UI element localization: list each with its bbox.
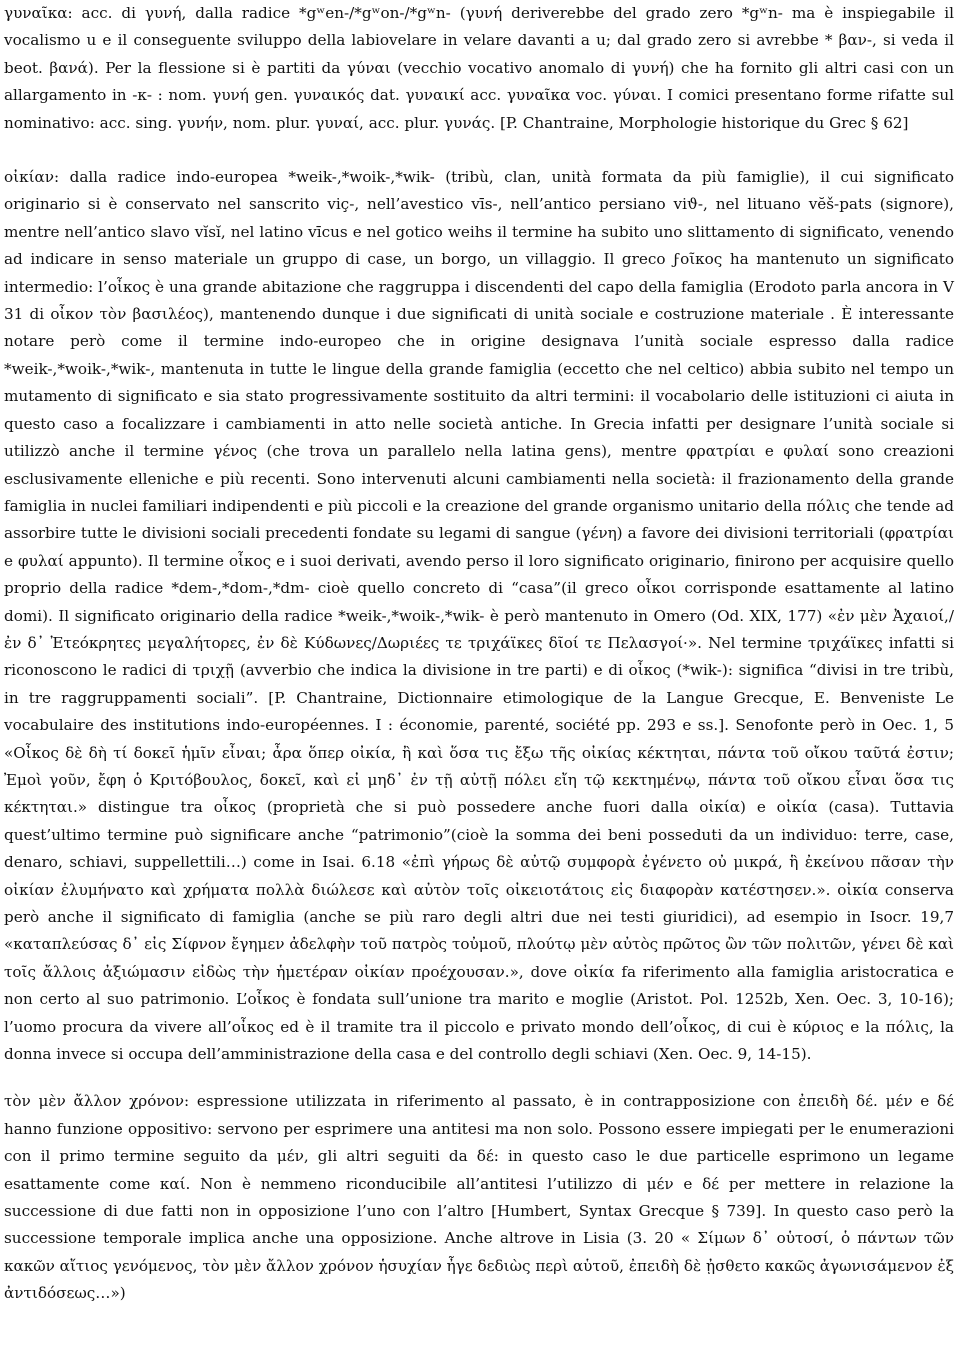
paragraph-spacer (4, 1068, 954, 1088)
paragraph-ton-men-allon: τὸν μὲν ἄλλον χρόνον: espressione utilizzata in riferimento al passato, è in contrapposizione con ἐπειδὴ δέ. μέν e δέ hanno funzione oppositivo: servono per esprimere una antitesi ma non solo. Possono essere impiegati per le enumerazioni con il primo termine seguito da μέν, gli altri seguiti da δέ: in questo caso le due particelle esprimono un legame esattamente come καί. Non è nemmeno riconducibile all’antitesi l’utilizzo di μέν e δέ per mettere in relazione la successione di due fatti non in opposizione l’uno con l’altro [Humbert, Syntax Grecque § 739]. In questo caso però la successione temporale implica anche una opposizione. Anche altrove in Lisia (3. 20 « Σίμων δ᾽ οὑτοσί, ὁ πάντων τῶν κακῶν αἴτιος γενόμενος, τὸν μὲν ἄλλον χρόνον ἡσυχίαν ἦγε δεδιὼς περὶ αὑτοῦ, ἐπειδὴ δὲ ᾐσθετο κακῶς ἀγωνισάμενον ἐξ ἀντιδόσεως…») (4, 1092, 954, 1303)
paragraph-spacer (4, 137, 954, 164)
paragraph-gynaika: γυναῖκα: acc. di γυνή, dalla radice *gʷen-/*gʷon-/*gʷn- (γυνή deriverebbe del grado zero *gʷn- ma è inspiegabile il vocalismo u e il conseguente sviluppo della labiovelare in velare davanti a u; dal grado zero si avrebbe * βαν-, si veda il beot. βανά). Per la flessione si è partiti da γύναι (vecchio vocativo anomalo di γυνή) che ha fornito gli altri casi con un allargamento in -κ- : nom. γυνή gen. γυναικός dat. γυναικί acc. γυναῖκα voc. γύναι. I comici presentano forme rifatte sul nominativo: acc. sing. γυνήν, nom. plur. γυναί, acc. plur. γυνάς. [P. Chantraine, Morphologie historique du Grec § 62] (4, 4, 954, 132)
paragraph-oikian: οἰκίαν: dalla radice indo-europea *weik-,*woik-,*wik- (tribù, clan, unità formata da più famiglie), il cui significato originario si è conservato nel sanscrito viç-, nell’avestico vīs-, nell’antico persiano viϑ-, nel lituano vĕš-pats (signore), mentre nell’antico slavo vĭsĭ, nel latino vīcus e nel gotico weihs il termine ha subito uno slittamento di significato, venendo ad indicare in senso materiale un gruppo di case, un borgo, un villaggio. Il greco ϝοῖκος ha mantenuto un significato intermedio: l’οἶκος è una grande abitazione che raggruppa i discendenti del capo della famiglia (Erodoto parla ancora in V 31 di οἶκον τὸν βασιλέος), mantenendo dunque i due significati di unità sociale e costruzione materiale . È interessante notare però come il termine indo-europeo che in origine designava l’unità sociale espresso dalla radice *weik-,*woik-,*wik-, mantenuta in tutte le lingue della grande famiglia (eccetto che nel celtico) abbia subito nel tempo un mutamento di significato e sia stato progressivamente sostituito da altri termini: il vocabolario delle istituzioni ci aiuta in questo caso a focalizzare i cambiamenti in atto nelle società antiche. In Grecia infatti per designare l’unità sociale si utilizzò anche il termine γένος (che trova un parallelo nella latina gens), mentre φρατρίαι e φυλαί sono creazioni esclusivamente elleniche e più recenti. Sono intervenuti alcuni cambiamenti nella società: il frazionamento della grande famiglia in nuclei familiari indipendenti e più piccoli e la creazione del grande organismo unitario della πόλις che tende ad assorbire tutte le divisioni sociali precedenti fondate su legami di sangue (γένη) a favore dei divisioni territoriali (φρατρίαι e φυλαί appunto). Il termine οἶκος e i suoi derivati, avendo perso il loro significato originario, finirono per acquisire quello proprio della radice *dem-,*dom-,*dm- cioè quello concreto di “casa”(il greco οἶκοι corrisponde esattamente al latino domi). Il significato originario della radice *weik-,*woik-,*wik- è però mantenuto in Omero (Od. XIX, 177) «ἐν μὲν Ἀχαιοί,/ἐν δ᾽ Ἐτεόκρητες μεγαλήτορες, ἐν δὲ Κύδωνες/Δωριέες τε τριχάϊκες δῖοί τε Πελασγοί·». Nel termine τριχάϊκες infatti si riconoscono le radici di τριχῇ (avverbio che indica la divisione in tre parti) e di οἶκος (*wik-): significa “divisi in tre tribù, in tre raggruppamenti sociali”. [P. Chantraine, Dictionnaire etimologique de la Langue Grecque, E. Benveniste Le vocabulaire des institutions indo-européennes. I : économie, parenté, société pp. 293 e ss.]. Senofonte però in Oec. 1, 5 «Οἶκος δὲ δὴ τί δοκεῖ ἡμῖν εἶναι; ἆρα ὅπερ οἰκία, ἢ καὶ ὅσα τις ἔξω τῆς οἰκίας κέκτηται, πάντα τοῦ οἴκου ταῦτά ἐστιν; Ἐμοὶ γοῦν, ἔφη ὁ Κριτόβουλος, δοκεῖ, καὶ εἰ μηδ᾽ ἐν τῇ αὐτῇ πόλει εἴη τῷ κεκτημένῳ, πάντα τοῦ οἴκου εἶναι ὅσα τις κέκτηται.» distingue tra οἶκος (proprietà che si può possedere anche fuori dalla οἰκία) e οἰκία (casa). Tuttavia quest’ultimo termine può significare anche “patrimonio”(cioè la somma dei beni posseduti da un individuo: terre, case, denaro, schiavi, suppellettili…) come in Isai. 6.18 «ἐπὶ γήρως δὲ αὐτῷ συμφορὰ ἐγένετο οὐ μικρά, ἣ ἐκείνου πᾶσαν τὴν οἰκίαν ἐλυμήνατο καὶ χρήματα πολλὰ διώλεσε καὶ αὐτὸν τοῖς οἰκειοτάτοις εἰς διαφορὰν κατέστησεν.». οἰκία conserva però anche il significato di famiglia (anche se più raro degli altri due nei testi giuridici), ad esempio in Isocr. 19,7 «καταπλεύσας δ᾽ εἰς Σίφνον ἔγημεν ἀδελφὴν τοῦ πατρὸς τοὐμοῦ, πλούτῳ μὲν αὐτὸς πρῶτος ὢν τῶν πολιτῶν, γένει δὲ καὶ τοῖς ἄλλοις ἀξιώμασιν εἰδὼς τὴν ἡμετέραν οἰκίαν προέχουσαν.», dove οἰκία fa riferimento alla famiglia aristocratica e non certo al suo patrimonio. L’οἶκος è fondata sull’unione tra marito e moglie (Aristot. Pol. 1252b, Xen. Oec. 3, 10-16); l’uomo procura da vivere all’οἶκος ed è il tramite tra il piccolo e privato mondo dell’οἶκος, di cui è κύριος e la πόλις, la donna invece si occupa dell’amministrazione della casa e del controllo degli schiavi (Xen. Oec. 9, 14-15). (4, 168, 954, 1064)
